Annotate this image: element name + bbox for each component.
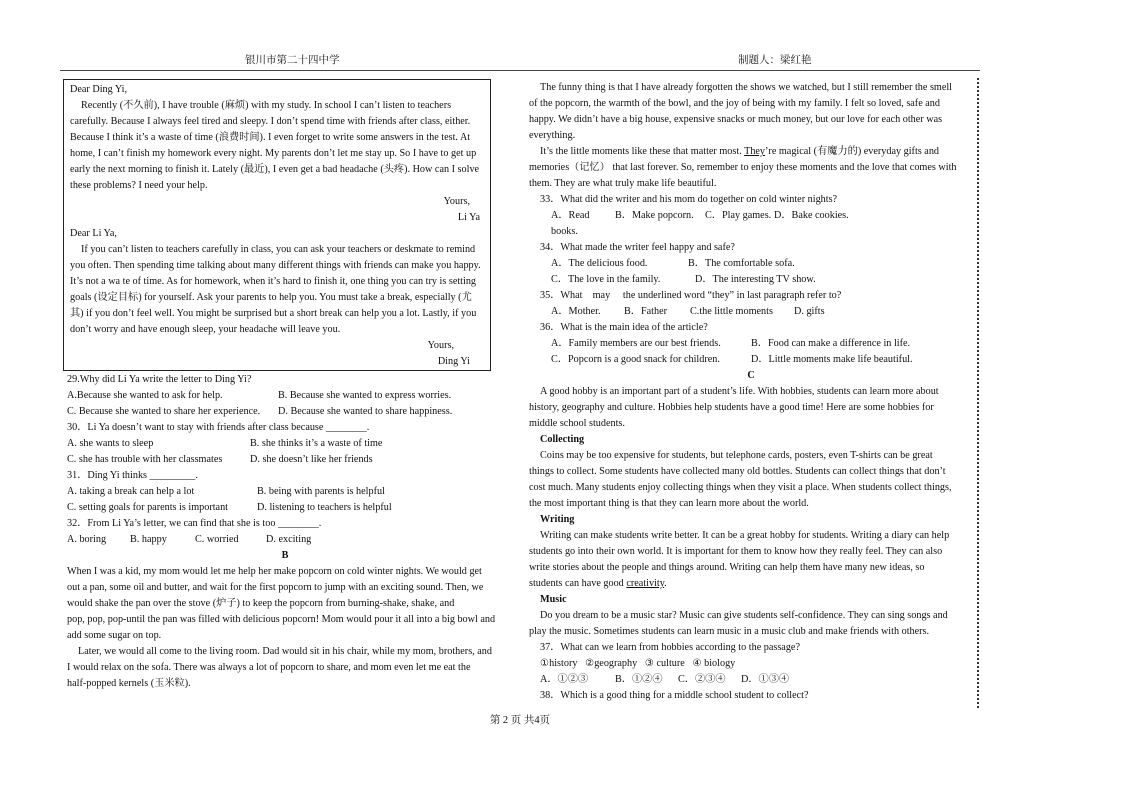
- question-31-options-row: [67, 500, 503, 516]
- question-36-stem: 36．What is the main idea of the article?: [540, 322, 708, 333]
- letter1-line: home, I can’t finish my homework every night. My parents don’t let me stay up. So I have to get up: [70, 148, 477, 159]
- question-30-options-row: [67, 436, 503, 452]
- option-d: D. listening to teachers is helpful: [257, 502, 392, 513]
- letter2-line: 其) if you don’t feel well. You might be surprised but a short break can help you a lot. Lastly, if you: [70, 308, 477, 319]
- header-school: 银川市第二十四中学: [245, 55, 340, 66]
- passage-c-line: Coins may be too expensive for students, but telephone cards, posters, even T-shirts can be great: [540, 450, 933, 461]
- option-c: C．②③④: [678, 674, 726, 685]
- question-29-stem: 29.Why did Li Ya write the letter to Ding Yi?: [67, 374, 252, 385]
- passage-c-line: Do you dream to be a music star? Music can give students self-confidence. They can sing songs and: [540, 610, 948, 621]
- question-37-stem: 37．What can we learn from hobbies according to the passage?: [540, 642, 800, 653]
- option-c: C．Play games.: [705, 210, 772, 221]
- letter2-greeting: Dear Li Ya,: [70, 228, 117, 239]
- passage-b-line: happy. We didn’t have a big house, expensive snacks or much money, but our love for each other was: [529, 114, 943, 125]
- letter1-line: these problems? I need your help.: [70, 180, 208, 191]
- option-b: B．The comfortable sofa.: [688, 258, 795, 269]
- letter1-greeting: Dear Ding Yi,: [70, 84, 128, 95]
- option-a: A.Because she wanted to ask for help.: [67, 390, 223, 401]
- option-c: C. setting goals for parents is important: [67, 502, 228, 513]
- question-34-options-row: [529, 272, 973, 288]
- question-35-stem: 35．What may the underlined word “they” in last paragraph refer to?: [540, 290, 842, 301]
- option-b: B．Make popcorn.: [615, 210, 694, 221]
- passage-c-line: things to collect. Some students have collected many old bottles. Students can collect things that don’t: [529, 466, 946, 477]
- binding-margin-dots: [977, 78, 979, 708]
- passage-b-line: add some sugar on top.: [67, 630, 162, 641]
- question-36-options-row: [529, 352, 973, 368]
- underlined-word-creativity: creativity: [626, 578, 665, 589]
- option-c: C. worried: [195, 534, 239, 545]
- question-37-items: ①history ②geography ③ culture ④ biology: [540, 658, 736, 669]
- passage-c-line: middle school students.: [529, 418, 625, 429]
- passage-c-line: play the music. Sometimes students can learn music in a music club and make friends with others.: [529, 626, 930, 637]
- passage-b-line: Later, we would all come to the living room. Dad would sit in his chair, while my mom, brothers, and: [78, 646, 492, 657]
- option-d: D．①③④: [741, 674, 790, 685]
- option-c: C.the little moments: [690, 306, 773, 317]
- passage-b-line: out a pan, some oil and butter, and wait for the first popcorn to jump with an exciting sound. Then, we: [67, 582, 484, 593]
- question-29-options-row: [67, 404, 503, 420]
- header-rule: [60, 70, 980, 71]
- option-b: B. happy: [130, 534, 167, 545]
- letter2-line: don’t worry and have enough sleep, your headache will leave you.: [70, 324, 341, 335]
- passage-b-line: them. They are what truly make life beautiful.: [529, 178, 717, 189]
- letter1-line: carefully. Because I always feel tired and sleepy. I don’t spend time with friends after class, either.: [70, 116, 471, 127]
- passage-b-line: of the popcorn, the warmth of the bowl, and the joy of being with my family. I felt so loved, safe and: [529, 98, 940, 109]
- letter1-line: Recently (不久前), I have trouble (麻烦) with my study. In school I can’t listen to teachers: [81, 100, 452, 111]
- question-34-options-row: [529, 256, 973, 272]
- question-31-options-row: [67, 484, 503, 500]
- option-a: A．Mother.: [551, 306, 601, 317]
- letter1-line: early the next morning to finish it. Lately (最近), I even get a bad headache (头疼). How can I solve: [70, 164, 480, 175]
- passage-b-line: everything.: [529, 130, 576, 141]
- letter2-line: goals (设定目标) for yourself. Ask your parents to help you. You must take a break, especially (尤: [70, 292, 472, 303]
- left-column: [67, 79, 503, 692]
- option-c: C. Because she wanted to share her experience.: [67, 406, 261, 417]
- option-b: B. Because she wanted to express worries.: [278, 390, 452, 401]
- passage-b-line: pop, pop, pop-until the pan was filled with delicious popcorn! Mom would pour it all into a big bowl and: [67, 614, 496, 625]
- passage-c-line: students go into their own world. It is important for them to know how they really feel. They can also: [529, 546, 943, 557]
- passage-c-line: history, geography and culture. Hobbies help students have a good time! Here are some hobbies for: [529, 402, 934, 413]
- option-a: A．The delicious food.: [551, 258, 648, 269]
- letter2-line: you often. Then spending time talking about many different things with friends can make you happy.: [70, 260, 481, 271]
- text-run: students can have good: [529, 578, 627, 589]
- question-30-options-row: [67, 452, 503, 468]
- passage-c-line: A good hobby is an important part of a student’s life. With hobbies, students can learn more about: [540, 386, 939, 397]
- letter1-line: Because I think it’s a waste of time (浪费时间). I even forget to write some answers in the test. At: [70, 132, 471, 143]
- passage-b-line: would shake the pan over the stove (炉子) to keep the popcorn from burning-shake, shake, and: [67, 598, 455, 609]
- option-d: D. Because she wanted to share happiness.: [278, 406, 453, 417]
- question-29-options-row: [67, 388, 503, 404]
- passage-c-line: write stories about the people and things around. Writing can help them have many new ideas, so: [529, 562, 925, 573]
- question-32-stem: 32．From Li Ya’s letter, we can find that she is too ________.: [67, 518, 322, 529]
- text-run: It’s the little moments like these that matter most.: [540, 146, 745, 157]
- passage-b-line: When I was a kid, my mom would let me help her make popcorn on cold winter nights. We would get: [67, 566, 482, 577]
- option-d: D. exciting: [266, 534, 312, 545]
- right-column: [529, 80, 973, 704]
- passage-b-line: memories（记忆） that last forever. So, remember to enjoy these moments and the love that comes with: [529, 162, 957, 173]
- question-33-options-row: [529, 208, 973, 240]
- option-c: C．Popcorn is a good snack for children.: [551, 354, 720, 365]
- heading-writing: Writing: [540, 514, 575, 525]
- section-b-title: B: [281, 550, 289, 561]
- option-b: B．Father: [624, 306, 668, 317]
- letter2-line: It’s not a wa te of time. As for homework, when it’s hard to finish it, one thing you can try is setting: [70, 276, 477, 287]
- question-35-options-row: [529, 304, 973, 320]
- letters-box: [63, 79, 491, 371]
- passage-c-line: the most important thing is that they can learn more about the world.: [529, 498, 809, 509]
- text-run: .: [664, 578, 667, 589]
- option-d: D. she doesn’t like her friends: [250, 454, 373, 465]
- question-34-stem: 34．What made the writer feel happy and safe?: [540, 242, 735, 253]
- passage-c-line: [529, 576, 973, 592]
- section-c-title: C: [747, 370, 755, 381]
- question-36-options-row: [529, 336, 973, 352]
- passage-c-line: Writing can make students write better. It can be a great hobby for students. Writing a diary can help: [540, 530, 950, 541]
- option-a: A. boring: [67, 534, 107, 545]
- page-number: 第 2 页 共4页: [489, 715, 551, 726]
- letter2-signature: Ding Yi: [437, 356, 470, 367]
- option-a: A. she wants to sleep: [67, 438, 154, 449]
- passage-b-line: The funny thing is that I have already forgotten the shows we watched, but I still remember the smell: [540, 82, 953, 93]
- underlined-word-they: They: [744, 146, 766, 157]
- letter2-line: If you can’t listen to teachers carefully in class, you can ask your teachers or deskmate to remind: [81, 244, 476, 255]
- option-a: A．Family members are our best friends.: [551, 338, 721, 349]
- header-author: 制题人：梁红艳: [738, 55, 812, 66]
- passage-b-line: [529, 144, 973, 160]
- option-c: C．The love in the family.: [551, 274, 661, 285]
- letter1-closing: Yours,: [443, 196, 470, 207]
- option-b: B. being with parents is helpful: [257, 486, 385, 497]
- heading-music: Music: [540, 594, 567, 605]
- question-30-stem: 30．Li Ya doesn’t want to stay with friends after class because ________.: [67, 422, 370, 433]
- passage-b-line: I would relax on the sofa. There was always a lot of popcorn to share, and mom even let me eat the: [67, 662, 471, 673]
- question-33-stem: 33．What did the writer and his mom do together on cold winter nights?: [540, 194, 838, 205]
- option-a: A. taking a break can help a lot: [67, 486, 195, 497]
- option-d: D．Bake cookies.: [774, 210, 849, 221]
- option-c: C. she has trouble with her classmates: [67, 454, 223, 465]
- option-d: D．Little moments make life beautiful.: [751, 354, 913, 365]
- heading-collecting: Collecting: [540, 434, 585, 445]
- question-31-stem: 31．Ding Yi thinks _________.: [67, 470, 198, 481]
- option-d: D．The interesting TV show.: [695, 274, 816, 285]
- letter2-closing: Yours,: [427, 340, 454, 351]
- option-a: A．①②③: [540, 674, 589, 685]
- letter1-signature: Li Ya: [457, 212, 480, 223]
- option-a: A．Read books.: [551, 210, 590, 237]
- passage-b-line: half-popped kernels (玉米粒).: [67, 678, 191, 689]
- option-d: D. gifts: [794, 306, 825, 317]
- option-b: B. she thinks it’s a waste of time: [250, 438, 383, 449]
- passage-c-line: cost much. Many students enjoy collecting things when they visit a place. When students collect things,: [529, 482, 952, 493]
- option-b: B．①②④: [615, 674, 663, 685]
- text-run: ’re magical (有魔力的) everyday gifts and: [765, 146, 940, 157]
- question-32-options-row: [67, 532, 503, 548]
- question-37-options-row: [529, 672, 973, 688]
- option-b: B．Food can make a difference in life.: [751, 338, 911, 349]
- question-38-stem: 38．Which is a good thing for a middle school student to collect?: [540, 690, 809, 701]
